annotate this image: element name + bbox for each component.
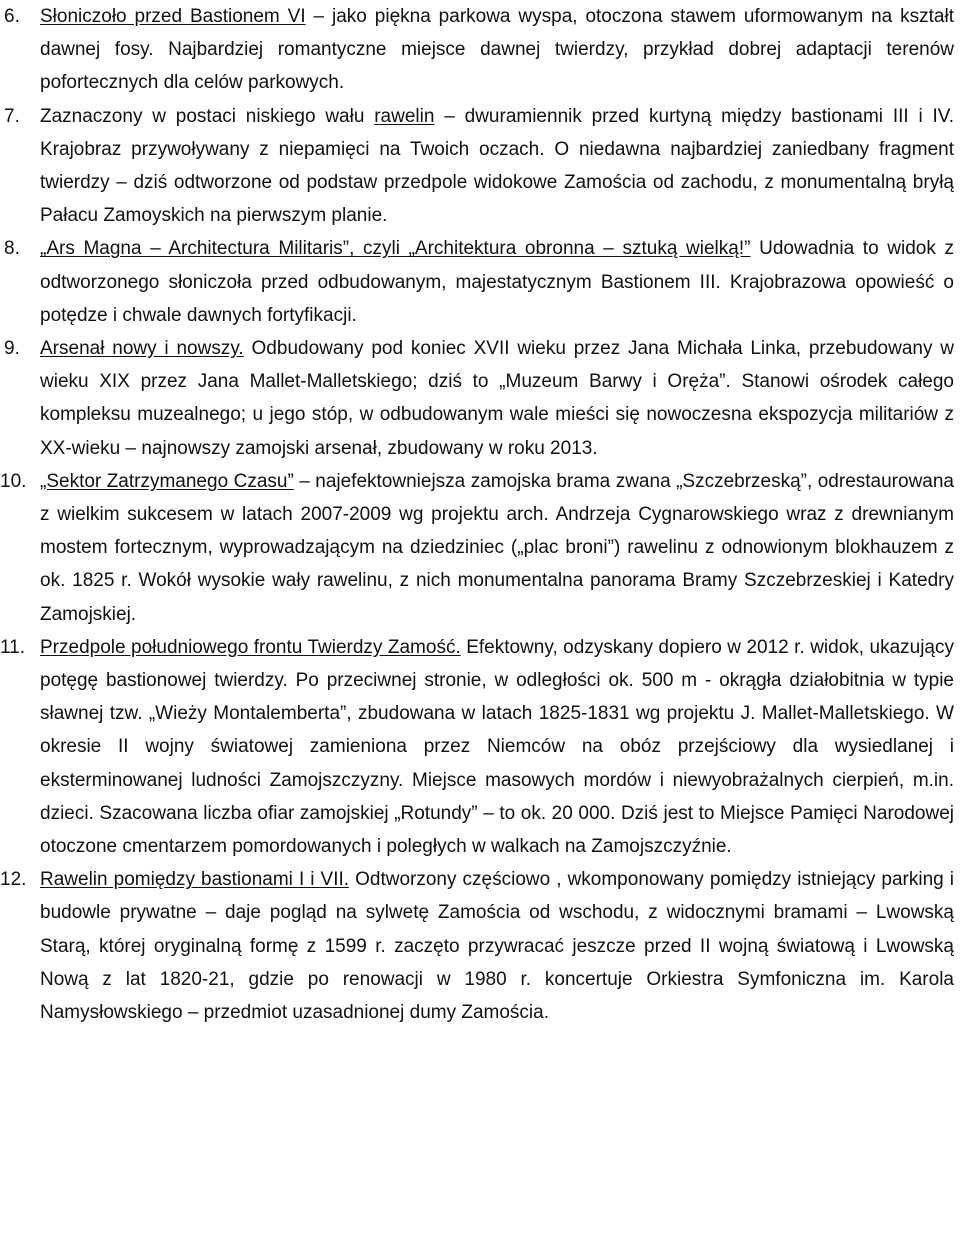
item-text: Odtworzony częściowo , wkomponowany pomiędzy istniejący parking i budowle prywatne – daje pogląd na sylwetę Zamościa od wschodu, z widocznymi bramami – Lwowską Starą, której oryginalną formę z 1599 r. zaczęto przywracać jeszcze przed II wojną światową i Lwowską Nową z lat 1820-21, gdzie po renowacji w 1980 r. koncertuje Orkiestra Symfoniczna im. Karola Namysłowskiego – przedmiot uzasadnionej dumy Zamościa. bbox=[40, 869, 955, 1024]
item-number: 7. bbox=[4, 105, 20, 127]
item-title: Rawelin pomiędzy bastionami I i VII. bbox=[40, 869, 350, 891]
item-text: – jako piękna parkowa wyspa, otoczona stawem uformowanym na kształt dawnej fosy. Najbardziej romantyczne miejsce dawnej twierdzy, przykład dobrej adaptacji terenów pofortecznych dla celów parkowych. bbox=[40, 6, 954, 94]
list-item bbox=[0, 465, 960, 631]
item-number: 11. bbox=[0, 636, 26, 658]
list-item bbox=[0, 232, 960, 332]
item-title: Arsenał nowy i nowszy. bbox=[40, 338, 244, 360]
item-title: Przedpole południowego frontu Twierdzy Zamość. bbox=[40, 636, 461, 658]
item-text: Odbudowany pod koniec XVII wieku przez Jana Michała Linka, przebudowany w wieku XIX przez Jana Mallet-Malletskiego; dziś to „Muzeum Barwy i Oręża”. Stanowi ośrodek całego kompleksu muzealnego; u jego stóp, w odbudowanym wale mieści się nowoczesna ekspozycja militariów z XX-wieku – najnowszy zamojski arsenał, zbudowany w roku 2013. bbox=[40, 338, 954, 459]
item-text: Udowadnia to widok z odtworzonego słoniczoła przed odbudowanym, majestatycznym Bastionem III. Krajobrazowa opowieść o potędze i chwale dawnych fortyfikacji. bbox=[40, 238, 954, 326]
item-text: – dwuramiennik przed kurtyną między bastionami III i IV. Krajobraz przywoływany z niepamięci na Twoich oczach. O niedawna najbardziej zaniedbany fragment twierdzy – dziś odtworzone od podstaw przedpole widokowe Zamościa od zachodu, z monumentalną bryłą Pałacu Zamoyskich na pierwszym planie. bbox=[40, 105, 954, 227]
item-title: „Ars Magna – Architectura Militaris”, czyli „Architektura obronna – sztuką wielką!” bbox=[40, 238, 751, 260]
item-number: 9. bbox=[4, 338, 20, 360]
item-number: 6. bbox=[4, 6, 20, 27]
item-text: – najefektowniejsza zamojska brama zwana „Szczebrzeską”, odrestaurowana z wielkim sukcesem w latach 2007-2009 wg projektu arch. Andrzeja Cygnarowskiego wraz z drewnianym mostem fortecznym, wyprowadzającym na dziedziniec („plac broni”) rawelinu z odnowionym blokhauzem z ok. 1825 r. Wokół wysokie wały rawelinu, z nich monumentalna panorama Bramy Szczebrzeskiej i Katedry Zamojskiej. bbox=[40, 470, 954, 625]
list-item bbox=[0, 0, 960, 100]
item-number: 8. bbox=[4, 238, 20, 260]
item-lead: Zaznaczony w postaci niskiego wału bbox=[40, 105, 375, 127]
item-text: Efektowny, odzyskany dopiero w 2012 r. widok, ukazujący potęgę bastionowej twierdzy. Po przeciwnej stronie, w odległości ok. 500 m - okrągła działobitnia w typie sławnej tzw. „Wieży Montalemberta”, zbudowana w latach 1825-1831 wg projektu J. Mallet-Malletskiego. W okresie II wojny światowej zamieniona przez Niemców na obóz przejściowy dla wysiedlanej i eksterminowanej ludności Zamojszczyzny. Miejsce masowych mordów i niewyobrażalnych cierpień, m.in. dzieci. Szacowana liczba ofiar zamojskiej „Rotundy” – to ok. 20 000. Dziś jest to Miejsce Pamięci Narodowej otoczone cmentarzem pomordowanych i poległych w walkach na Zamojszczyźnie. bbox=[40, 636, 954, 858]
list-item bbox=[0, 100, 960, 233]
item-title: „Sektor Zatrzymanego Czasu” bbox=[40, 470, 294, 492]
list-item bbox=[0, 863, 960, 1029]
item-number: 12. bbox=[0, 869, 27, 891]
item-number: 10. bbox=[0, 470, 27, 492]
list-item bbox=[0, 631, 960, 863]
item-title: rawelin bbox=[374, 105, 435, 127]
item-title: Słoniczoło przed Bastionem VI bbox=[40, 6, 306, 27]
list-item bbox=[0, 332, 960, 465]
